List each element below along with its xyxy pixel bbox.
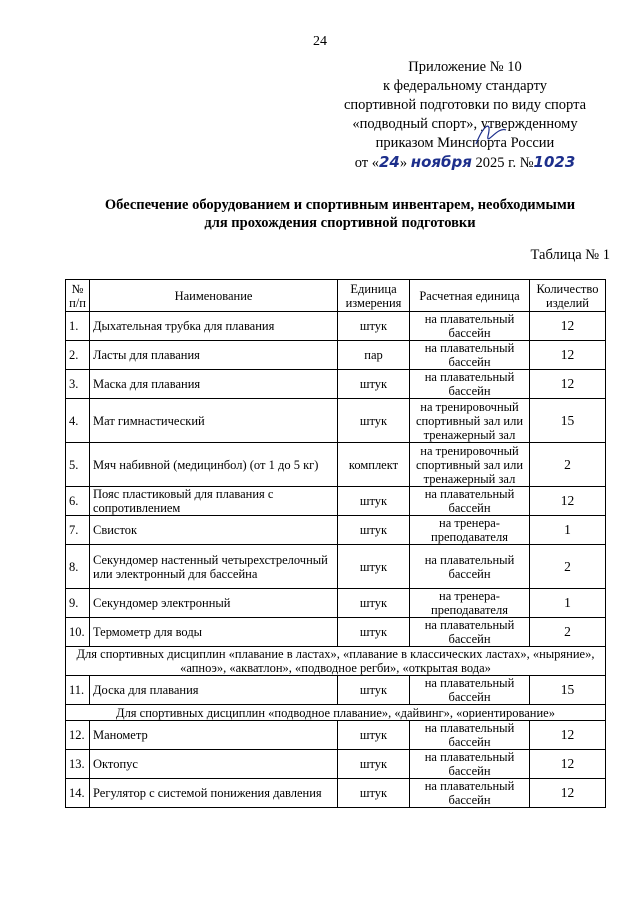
section-heading: Для спортивных дисциплин «подводное плавание», «дайвинг», «ориентирование» (66, 705, 606, 721)
row-qty: 12 (530, 487, 606, 516)
header-name: Наименование (90, 280, 338, 312)
table-row (66, 443, 606, 487)
handwritten-month: ноября (410, 153, 472, 171)
table-row (66, 487, 606, 516)
row-calc: на плавательный бассейн (410, 676, 530, 705)
row-calc: на тренера-преподавателя (410, 516, 530, 545)
row-num: 5. (66, 443, 90, 487)
row-calc: на плавательный бассейн (410, 487, 530, 516)
row-num: 12. (66, 721, 90, 750)
header-calc: Расчетная единица (410, 280, 530, 312)
row-qty: 12 (530, 341, 606, 370)
page-number: 24 (313, 34, 327, 49)
row-name: Регулятор с системой понижения давления (90, 779, 338, 808)
row-num: 1. (66, 312, 90, 341)
row-name: Пояс пластиковый для плавания с сопротивлением (90, 487, 338, 516)
table-row (66, 516, 606, 545)
row-calc: на плавательный бассейн (410, 721, 530, 750)
appendix-line-2: к федеральному стандарту (383, 78, 547, 94)
row-unit: штук (338, 676, 410, 705)
row-num: 11. (66, 676, 90, 705)
row-name: Свисток (90, 516, 338, 545)
row-qty: 1 (530, 589, 606, 618)
row-qty: 15 (530, 399, 606, 443)
row-unit: комплект (338, 443, 410, 487)
table-row (66, 721, 606, 750)
row-qty: 12 (530, 779, 606, 808)
row-name: Мат гимнастический (90, 399, 338, 443)
table-row (66, 676, 606, 705)
row-name: Доска для плавания (90, 676, 338, 705)
row-num: 7. (66, 516, 90, 545)
row-name: Манометр (90, 721, 338, 750)
row-num: 9. (66, 589, 90, 618)
row-unit: штук (338, 487, 410, 516)
title-line-2: для прохождения спортивной подготовки (204, 215, 476, 231)
row-calc: на тренера-преподавателя (410, 589, 530, 618)
row-unit: штук (338, 312, 410, 341)
row-unit: штук (338, 399, 410, 443)
row-num: 2. (66, 341, 90, 370)
row-num: 4. (66, 399, 90, 443)
handwritten-order-number: 1023 (533, 153, 576, 171)
header-num: № п/п (66, 280, 90, 312)
order-date-line (300, 153, 630, 173)
row-num: 6. (66, 487, 90, 516)
table-row (66, 779, 606, 808)
row-unit: штук (338, 516, 410, 545)
appendix-header (300, 58, 630, 173)
row-qty: 12 (530, 370, 606, 399)
row-unit: штук (338, 589, 410, 618)
row-unit: штук (338, 721, 410, 750)
table-header-row (66, 280, 606, 312)
handwritten-day: 24 (378, 153, 400, 171)
appendix-line-4: «подводный спорт», утвержденному (352, 116, 578, 132)
row-qty: 12 (530, 750, 606, 779)
row-qty: 2 (530, 545, 606, 589)
row-calc: на плавательный бассейн (410, 779, 530, 808)
row-unit: штук (338, 750, 410, 779)
row-unit: штук (338, 370, 410, 399)
row-name: Термометр для воды (90, 618, 338, 647)
row-qty: 1 (530, 516, 606, 545)
row-calc: на плавательный бассейн (410, 370, 530, 399)
date-year: 2025 г. № (471, 155, 534, 171)
table-row (66, 370, 606, 399)
row-name: Октопус (90, 750, 338, 779)
date-mid: » (399, 155, 411, 171)
table-row (66, 341, 606, 370)
row-qty: 2 (530, 618, 606, 647)
date-prefix: от « (354, 155, 379, 171)
title-line-1: Обеспечение оборудованием и спортивным инвентарем, необходимыми (104, 197, 576, 213)
row-num: 3. (66, 370, 90, 399)
row-qty: 12 (530, 312, 606, 341)
row-unit: штук (338, 779, 410, 808)
table-row (66, 618, 606, 647)
section-heading: Для спортивных дисциплин «плавание в ластах», «плавание в классических ластах», «ныряние», «апноэ», «акватлон», «подводное регби», «открытая вода» (66, 647, 606, 676)
appendix-line-5: приказом Минспорта России (375, 135, 555, 151)
row-num: 13. (66, 750, 90, 779)
header-qty: Количество изделий (530, 280, 606, 312)
table-label: Таблица № 1 (530, 247, 610, 263)
row-num: 10. (66, 618, 90, 647)
row-qty: 2 (530, 443, 606, 487)
section-row (66, 705, 606, 721)
table-row (66, 312, 606, 341)
row-name: Секундомер электронный (90, 589, 338, 618)
row-calc: на плавательный бассейн (410, 618, 530, 647)
row-name: Ласты для плавания (90, 341, 338, 370)
row-unit: пар (338, 341, 410, 370)
table-row (66, 399, 606, 443)
table-row (66, 750, 606, 779)
document-title (40, 196, 640, 232)
row-calc: на плавательный бассейн (410, 750, 530, 779)
row-calc: на тренировочный спортивный зал или тренажерный зал (410, 443, 530, 487)
row-unit: штук (338, 545, 410, 589)
row-name: Дыхательная трубка для плавания (90, 312, 338, 341)
row-name: Секундомер настенный четырехстрелочный или электронный для бассейна (90, 545, 338, 589)
row-num: 8. (66, 545, 90, 589)
equipment-table (65, 279, 606, 808)
table-row (66, 545, 606, 589)
appendix-line-3: спортивной подготовки по виду спорта (343, 97, 587, 113)
row-qty: 12 (530, 721, 606, 750)
row-calc: на плавательный бассейн (410, 312, 530, 341)
row-calc: на плавательный бассейн (410, 341, 530, 370)
row-calc: на тренировочный спортивный зал или тренажерный зал (410, 399, 530, 443)
row-qty: 15 (530, 676, 606, 705)
row-name: Мяч набивной (медицинбол) (от 1 до 5 кг) (90, 443, 338, 487)
row-num: 14. (66, 779, 90, 808)
row-unit: штук (338, 618, 410, 647)
table-row (66, 589, 606, 618)
section-row (66, 647, 606, 676)
row-name: Маска для плавания (90, 370, 338, 399)
header-unit: Единица измерения (338, 280, 410, 312)
appendix-line-1: Приложение № 10 (408, 59, 522, 75)
row-calc: на плавательный бассейн (410, 545, 530, 589)
